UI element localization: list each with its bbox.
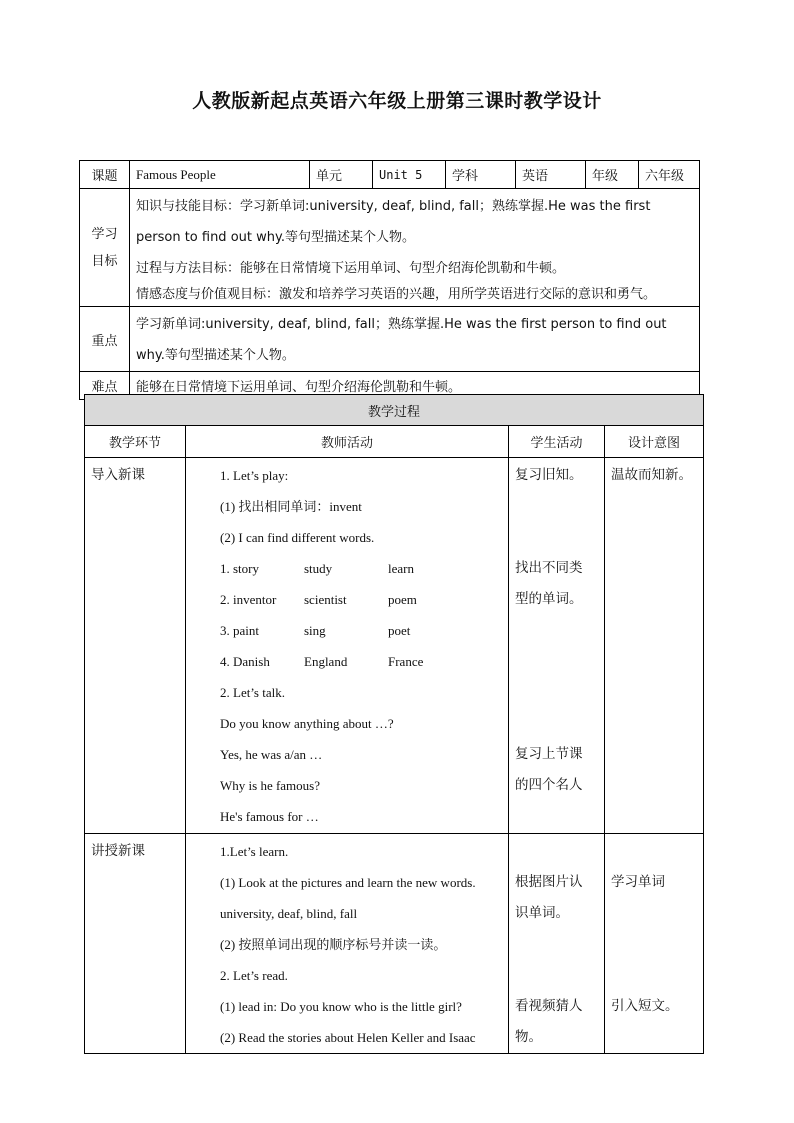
teacher-line: university, deaf, blind, fall <box>220 906 358 921</box>
key-point-label: 重点 <box>80 307 130 372</box>
objective-knowledge: 知识与技能目标：学习新单词:university, deaf, blind, fall；熟练掌握.He was the first person to find out why.等句型描述某个人物。 <box>136 199 651 245</box>
word-item: England <box>304 654 348 669</box>
key-point-value: 学习新单词:university, deaf, blind, fall；熟练掌握.He was the first person to find out why.等句型描述某个人物。 <box>130 307 700 372</box>
col-intent-header: 设计意图 <box>605 426 704 458</box>
word-item: 1. story <box>220 561 259 576</box>
objectives-label <box>80 189 130 307</box>
teacher-line: (1) Look at the pictures and learn the new words. <box>220 875 476 890</box>
student-activity-cell <box>509 458 605 834</box>
teacher-line: 1.Let’s learn. <box>220 844 289 859</box>
topic-label: 课题 <box>80 161 130 189</box>
student-line: 根据图片认 <box>515 874 583 890</box>
teacher-line: 1. Let’s play: <box>220 468 289 483</box>
col-student-header: 学生活动 <box>509 426 605 458</box>
word-item: study <box>304 561 333 576</box>
teacher-line: Yes, he was a/an … <box>220 747 323 762</box>
word-item: learn <box>388 561 414 576</box>
teacher-line: (2) Read the stories about Helen Keller and Isaac <box>220 1030 476 1045</box>
word-item: 2. inventor <box>220 592 277 607</box>
teacher-line: (1) lead in: Do you know who is the little girl? <box>220 999 462 1014</box>
word-item: scientist <box>304 592 347 607</box>
subject-value: 英语 <box>516 161 586 189</box>
student-line: 复习旧知。 <box>515 467 583 483</box>
teacher-activity-cell <box>186 458 509 834</box>
topic-value: Famous People <box>130 161 310 189</box>
stage-label: 导入新课 <box>91 467 145 483</box>
word-item: poem <box>388 592 417 607</box>
objective-process: 过程与方法目标：能够在日常情境下运用单词、句型介绍海伦凯勒和牛顿。 <box>136 261 566 276</box>
lesson-info-table <box>79 160 700 400</box>
student-line: 型的单词。 <box>515 591 583 607</box>
intent-cell <box>605 834 704 1054</box>
student-line: 复习上节课 <box>515 746 583 762</box>
col-teacher-header: 教师活动 <box>186 426 509 458</box>
objectives-content <box>130 189 700 307</box>
teacher-line: 2. Let’s read. <box>220 968 288 983</box>
table-row <box>85 458 704 834</box>
difficulty-label: 难点 <box>80 372 130 400</box>
word-group-row <box>186 584 508 615</box>
teacher-line: 2. Let’s talk. <box>220 685 285 700</box>
stage-cell <box>85 834 186 1054</box>
student-line: 找出不同类 <box>515 560 583 576</box>
objectives-label-line-2: 目标 <box>91 253 118 269</box>
teacher-line: (2) 按照单词出现的顺序标号并读一读。 <box>220 937 447 952</box>
student-activity-cell <box>509 834 605 1054</box>
word-item: France <box>388 654 424 669</box>
student-line: 识单词。 <box>515 905 569 921</box>
grade-value: 六年级 <box>639 161 700 189</box>
unit-value: Unit 5 <box>373 161 446 189</box>
student-line: 的四个名人 <box>515 777 583 793</box>
table-row <box>85 834 704 1054</box>
unit-label: 单元 <box>310 161 373 189</box>
teacher-line: He's famous for … <box>220 809 319 824</box>
process-heading: 教学过程 <box>85 395 704 426</box>
objective-attitude: 情感态度与价值观目标：激发和培养学习英语的兴趣，用所学英语进行交际的意识和勇气。 <box>136 287 657 302</box>
stage-cell <box>85 458 186 834</box>
teacher-activity-cell <box>186 834 509 1054</box>
word-item: 3. paint <box>220 623 259 638</box>
student-line: 物。 <box>515 1029 542 1045</box>
word-item: sing <box>304 623 326 638</box>
difficulty-value: 能够在日常情境下运用单词、句型介绍海伦凯勒和牛顿。 <box>130 372 700 400</box>
intent-line: 温故而知新。 <box>611 467 692 483</box>
intent-cell <box>605 458 704 834</box>
word-item: 4. Danish <box>220 654 270 669</box>
grade-label: 年级 <box>586 161 639 189</box>
word-group-row <box>186 615 508 646</box>
objectives-label-line-1: 学习 <box>91 226 118 242</box>
teacher-line: (2) I can find different words. <box>220 530 375 545</box>
teacher-line: Do you know anything about …? <box>220 716 394 731</box>
word-group-row <box>186 553 508 584</box>
word-group-row <box>186 646 508 677</box>
student-line: 看视频猜人 <box>515 998 583 1014</box>
teaching-process-table <box>84 394 704 1054</box>
col-stage-header: 教学环节 <box>85 426 186 458</box>
intent-line: 学习单词 <box>611 874 665 890</box>
intent-line: 引入短文。 <box>611 998 679 1014</box>
subject-label: 学科 <box>446 161 516 189</box>
teacher-line: Why is he famous? <box>220 778 321 793</box>
document-title: 人教版新起点英语六年级上册第三课时教学设计 <box>192 90 602 112</box>
teacher-line: (1) 找出相同单词：invent <box>220 499 362 514</box>
word-item: poet <box>388 623 411 638</box>
stage-label: 讲授新课 <box>91 843 145 859</box>
